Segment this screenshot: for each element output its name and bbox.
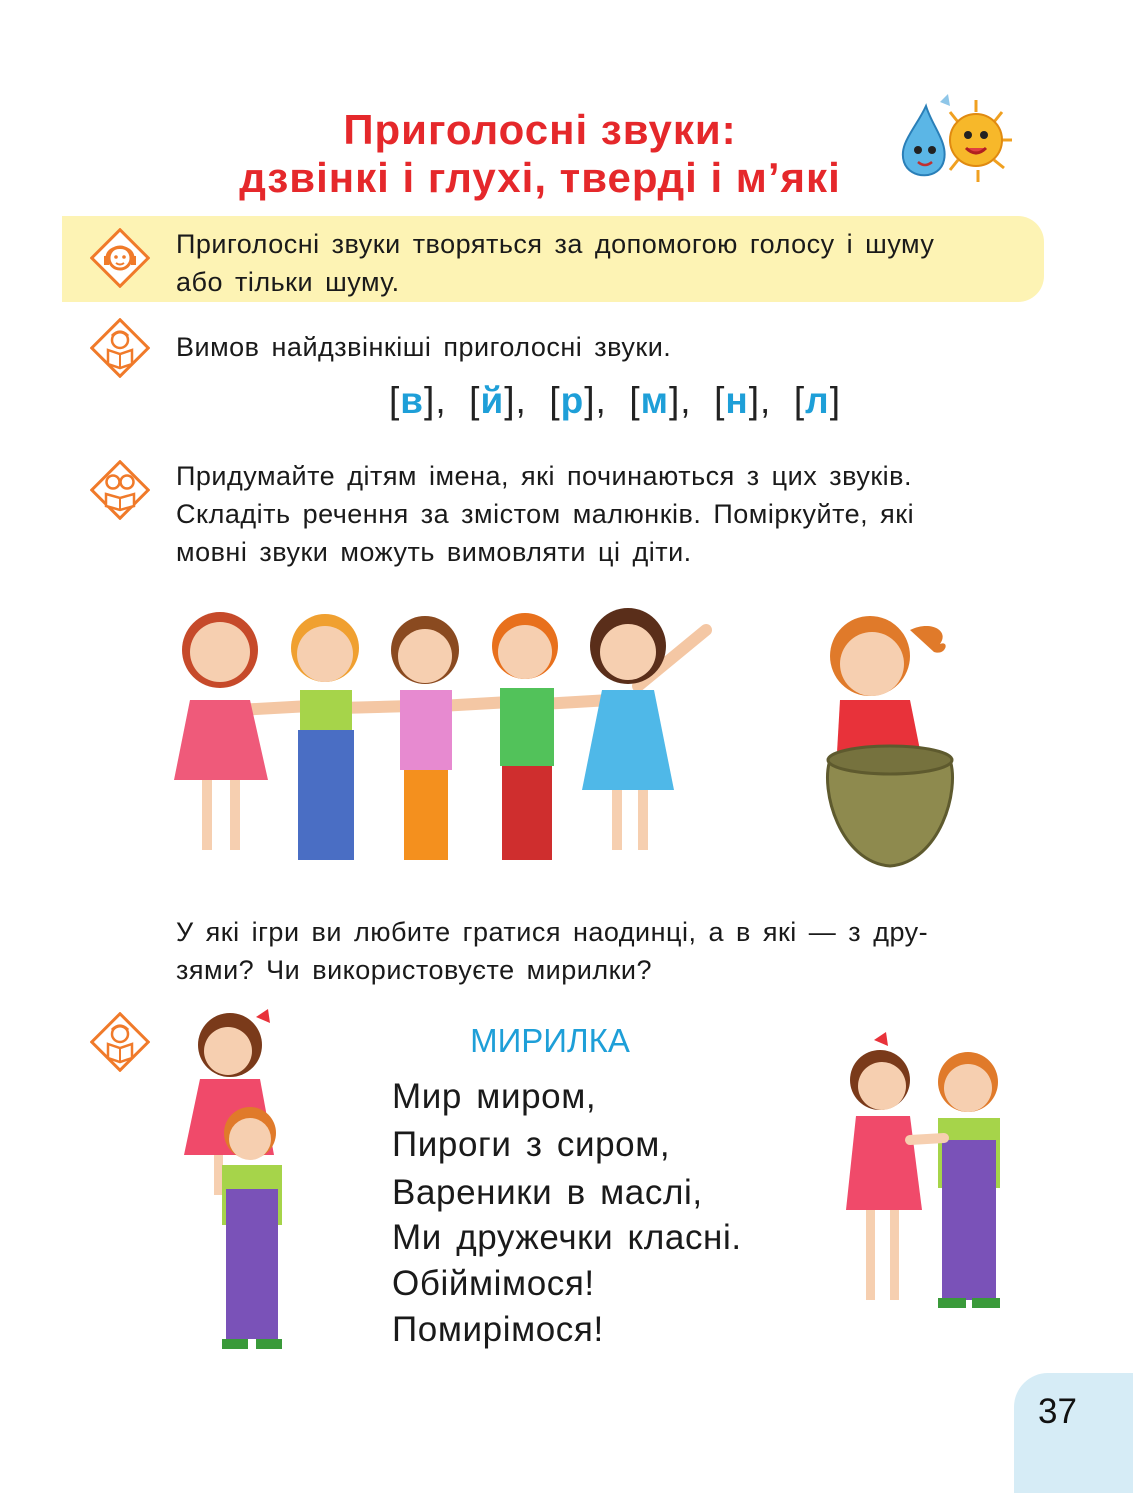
sound-v: в: [400, 380, 425, 421]
question-text-line1: У які ігри ви любите гратися наодинці, а в які — з дру-: [176, 917, 929, 947]
sounds-row: [в], [й], [р], [м], [н], [л]: [389, 380, 841, 421]
drop-and-sun-mascot-icon: [888, 92, 1018, 190]
task2-text-line2: Складіть речення за змістом малюнків. Поміркуйте, які: [176, 499, 915, 529]
page-title-line1: Приголосні звуки:: [343, 106, 737, 153]
poem-line: Пироги з сиром,: [392, 1125, 671, 1164]
poem-line: Мир миром,: [392, 1077, 597, 1116]
reconciled-kids-illustration: [840, 1030, 1030, 1320]
task1-text: Вимов найдзвінкіші приголосні звуки.: [176, 332, 672, 362]
two-readers-icon: [90, 460, 150, 520]
poem-line: Помирімося!: [392, 1310, 604, 1349]
sound-l: л: [805, 380, 830, 421]
page-title-line2: дзвінкі і глухі, тверді і м’які: [239, 154, 841, 201]
sound-n: н: [725, 380, 749, 421]
poem-line: Вареники в маслі,: [392, 1173, 703, 1212]
question-text-line2: зями? Чи використовуєте мирилки?: [176, 955, 652, 985]
poem-title: МИРИЛКА: [470, 1022, 630, 1059]
page-number-tab: [1014, 1373, 1133, 1493]
sound-y: й: [480, 380, 505, 421]
reader-icon: [90, 318, 150, 378]
page-number: 37: [1038, 1392, 1077, 1431]
rule-text-line2: або тільки шуму.: [176, 267, 400, 297]
listen-icon: [90, 228, 150, 288]
reader-icon: [90, 1012, 150, 1072]
poem-line: Ми дружечки класні.: [392, 1218, 742, 1257]
children-chain-illustration: [150, 590, 740, 880]
task2-text-line3: мовні звуки можуть вимовляти ці діти.: [176, 537, 692, 567]
sound-m: м: [640, 380, 669, 421]
task2-text-line1: Придумайте дітям імена, які починаються з цих звуків.: [176, 461, 912, 491]
sound-r: р: [560, 380, 585, 421]
rule-text-line1: Приголосні звуки творяться за допомогою голосу і шуму: [176, 229, 935, 259]
girl-with-sack-illustration: [800, 600, 970, 870]
poem-line: Обіймімося!: [392, 1264, 595, 1303]
quarreling-kids-illustration: [170, 1005, 305, 1355]
